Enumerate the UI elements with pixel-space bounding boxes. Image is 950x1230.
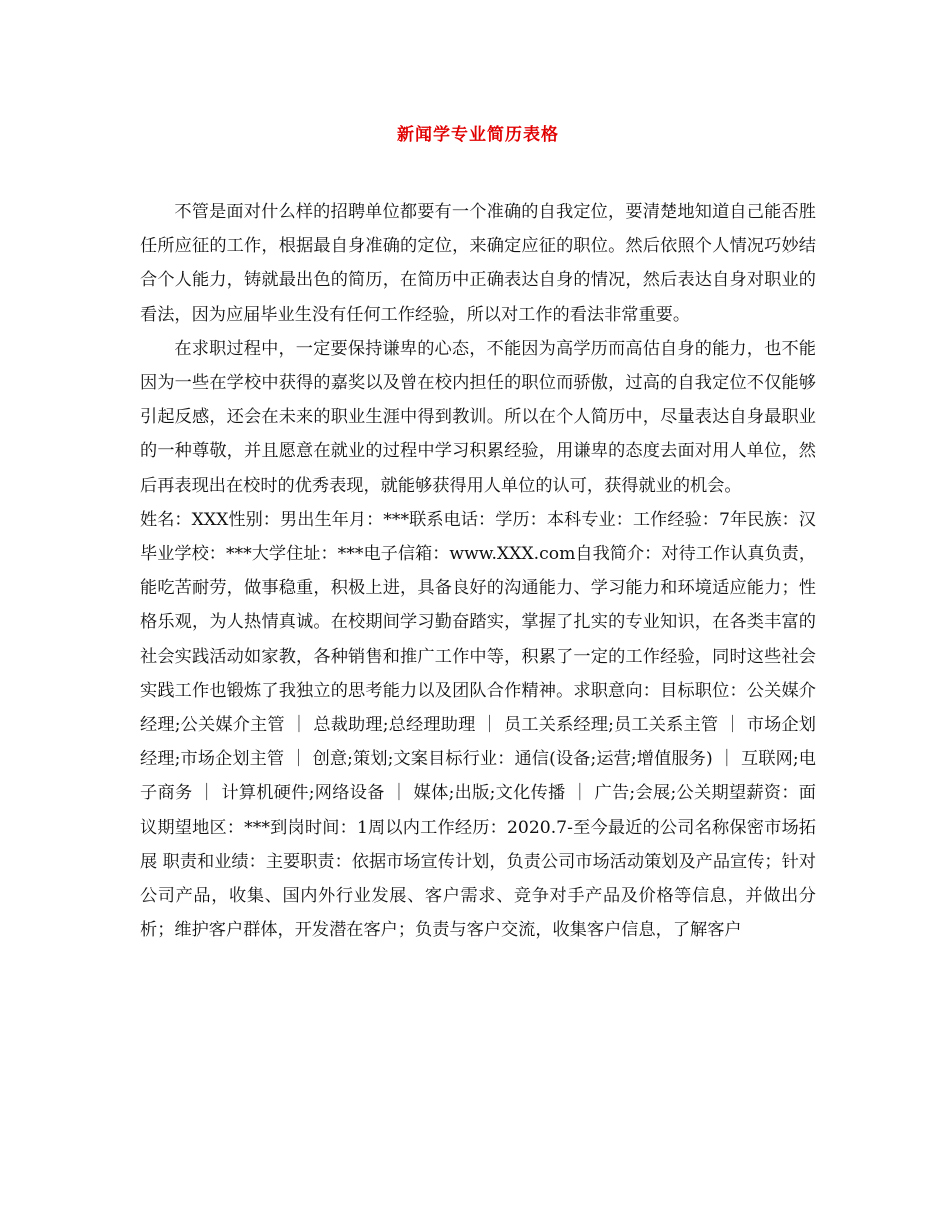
resume-details-paragraph: 姓名：XXX性别：男出生年月：***联系电话：学历：本科专业：工作经验：7年民族：汉毕业学校：***大学住址：***电子信箱：www.XXX.com自我简介：对待工作认真负责，能吃苦耐劳，做事稳重，积极上进，具备良好的沟通能力、学习能力和环境适应能力；性格乐观，为人热情真诚。在校期间学习勤奋踏实，掌握了扎实的专业知识，在各类丰富的社会实践活动如家教，各种销售和推广工作中等，积累了一定的工作经验，同时这些社会实践工作也锻炼了我独立的思考能力以及团队合作精神。求职意向：目标职位：公关媒介经理;公关媒介主管 ｜ 总裁助理;总经理助理 ｜ 员工关系经理;员工关系主管 ｜ 市场企划经理;市场企划主管 ｜ 创意;策划;文案目标行业：通信(设备;运营;增值服务) ｜ 互联网;电子商务 ｜ 计算机硬件;网络设备 ｜ 媒体;出版;文化传播 ｜ 广告;会展;公关期望薪资：面议期望地区：***到岗时间：1周以内工作经历：2020.7-至今最近的公司名称保密市场拓展 职责和业绩：主要职责：依据市场宣传计划，负责公司市场活动策划及产品宣传；针对公司产品，收集、国内外行业发展、客户需求、竞争对手产品及价格等信息，并做出分析；维护客户群体，开发潜在客户；负责与客户交流，收集客户信息，了解客户 [140, 509, 817, 941]
intro-paragraph: 不管是面对什么样的招聘单位都要有一个准确的自我定位，要清楚地知道自己能否胜任所应征的工作，根据最自身准确的定位，来确定应征的职位。然后依照个人情况巧妙结合个人能力，铸就最出色的简历，在简历中正确表达自身的情况，然后表达自身对职业的看法，因为应届毕业生没有任何工作经验，所以对工作的看法非常重要。 [140, 202, 816, 325]
document-title: 新闻学专业简历表格 [397, 125, 559, 145]
advice-paragraph: 在求职过程中，一定要保持谦卑的心态，不能因为高学历而高估自身的能力，也不能因为一些在学校中获得的嘉奖以及曾在校内担任的职位而骄傲，过高的自我定位不仅能够引起反感，还会在未来的职业生涯中得到教训。所以在个人简历中，尽量表达自身最职业的一种尊敬，并且愿意在就业的过程中学习积累经验，用谦卑的态度去面对用人单位，然后再表现出在校时的优秀表现，就能够获得用人单位的认可，获得就业的机会。 [140, 338, 816, 496]
document-page [140, 118, 816, 947]
